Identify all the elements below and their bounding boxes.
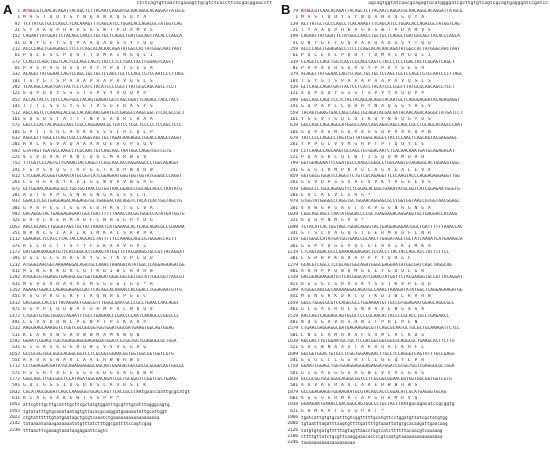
position-number: 1652 (9, 351, 20, 357)
panel-a-sequence (0, 9, 274, 434)
position-number: 281 (290, 192, 298, 198)
position-number: 321 (12, 218, 20, 224)
sequence-text: G R M K P T G S G P A T * (301, 408, 385, 414)
position-number: 141 (12, 104, 20, 110)
position-number: 61 (14, 53, 20, 59)
position-number: 101 (12, 78, 20, 84)
sequence-text: GCCGGAGAAGGTGGAAGAATGCGTACAGCACCCGGACATCGCATGAGGGTGCAG (301, 389, 447, 395)
sequence-text: A R R P P Q W Q M G E E Y G D Q L G R (301, 269, 425, 275)
position-number: 799 (290, 161, 298, 167)
sequence-text: GGACCCCGCTGAGGAGACAGGAGGTGCTGAGGACCACAGGTCTACATCACTGGTAGCTG (23, 199, 182, 205)
position-number: 341 (290, 231, 298, 237)
sequence-text: Y P P G L V V M G R P T P T Q Q Y E E (301, 142, 425, 148)
position-number: 1339 (287, 275, 298, 281)
position-number: 201 (12, 142, 20, 148)
position-number: 571 (12, 370, 20, 376)
sequence-text: ACAGGTTATGGAACCAGTCCAGCTGCTGCTCCAGCTGCTCCAGCTGTCCAATCCCTTAGC (23, 72, 185, 78)
sequence-text: M G N G K K D R C Q T K D I W L R R R W (301, 294, 432, 300)
position-number: 601 (290, 395, 298, 401)
position-number: 932 (12, 199, 20, 205)
position-number: 21 (14, 28, 20, 34)
position-number: 692 (12, 148, 20, 154)
sequence-text: GGTGGCGTGGATCCAGGTTCTGTCGCAGAGGTTCCCAAGTACCCAGGAGAGGAGGTTGG (301, 173, 460, 179)
nucleotide-sequence (301, 440, 550, 446)
position-number: 101 (290, 78, 298, 84)
position-number: 1639 (287, 338, 298, 344)
position-number: 301 (290, 205, 298, 211)
position-number: 1112 (9, 237, 20, 243)
panel-a-5utr: ctctcagtgttaactcgaaagttgcgtctcaccttcacgacggaacctt (136, 1, 272, 6)
position-number: 812 (12, 173, 20, 179)
position-number: 259 (290, 47, 298, 53)
position-number: 1 (17, 15, 20, 21)
position-number: 919 (290, 186, 298, 192)
sequence-text: CAGAATTATGGATTCTATGGCCAACCTGCTGCTCAGGCTGATGGCAGTTACACCCAGCA (301, 34, 460, 40)
position-number: 461 (290, 307, 298, 313)
sequence-text: GGCCCCACTACAGGCCAGCTCGCCAGGAAACGCTCATCCTCGCTCCCCCTCCAGCTCCC (23, 123, 182, 129)
sequence-text: GCTCAGCCAGATGATTACTCCTCATCTACATCCCCGGTTTATGCGCAGCAGCCTCCT (301, 85, 455, 91)
position-number: 61 (292, 53, 298, 59)
position-number: 261 (290, 180, 298, 186)
sequence-text: GCCGCGGTGGCGGGCAGGGCGGTCCTCGCGGCGGAACGGTGGTGGCGGTGGTCGTG (301, 376, 452, 382)
position-number: 1159 (287, 237, 298, 243)
sequence-text: GGCCAGCCAGCAGGCATGGGCCAACCAGCAGGCAGCCAGCCGCCTGCAGCACAGCCCAAT (301, 123, 463, 129)
position-number: 431 (12, 281, 20, 287)
sequence-text: L G V V D Q N L P E N P T P I K A R P (23, 319, 147, 325)
sequence-text: GACAGGGTACTGAGGAGAGAATGGCTGATTTTTTAAACCACGGTGGGCCATATGATGGTG (23, 212, 185, 217)
position-number: 501 (290, 332, 298, 338)
position-number: 272 (12, 59, 20, 65)
sequence-text: ACTTATGCTGCCCAGCCTCACAAAGTTTCAGCATCCTGGACACCAGACGCTATGGTCAG (301, 21, 460, 27)
sequence-text: P A P A G H S Q P V Y P P D Y S E S A (301, 66, 425, 72)
position-number: 452 (12, 97, 20, 103)
position-number: 1966 (287, 415, 298, 420)
position-number: 679 (290, 135, 298, 141)
sequence-text: P Q A S K C Q L W T I S Q Q M M Q R H (301, 154, 425, 160)
sequence-text: T Y A A Q P H K V S A S W T P D A M V S (301, 28, 432, 34)
sequence-text: L N E E A M R R A F S A M L R C K D S (301, 332, 425, 338)
sequence-text: GCGTCAACACAGATTACAGCTCTTACAATCAGGATGCAACAGGCACAGGATTATGCG (31, 9, 185, 14)
position-number: 1 (295, 15, 298, 21)
position-number: 1459 (287, 300, 298, 306)
sequence-text: AGCGACTTGTGGAATGCTGCTTCGACGGCGGCGGCGCAGGCGCTGAAGCACTTCTTG (301, 338, 455, 344)
panel-b-label: B (281, 2, 291, 17)
sequence-text: tgtatatttgtgcaaataatagtgttacacgcaaggatgaaaaatattgcattggt (23, 408, 167, 414)
sequence-text: ACCACTACTCTATCCAGTGGCTACAGTGAGACGGTCAGCGGATTCAGAGCTAGCTACT (23, 97, 180, 103)
sequence-text: TTTGGTCCCAGTGTTCAAAGTACCAGGTTCGGCAGCACCAGGAGGCCCTGGCAGAGGT (23, 161, 180, 167)
sequence-text: GGCCAGCCAGCTCCTCTACTACAGCACAGGTACAATGCTCAGGGAGGATACAGAGAGGT (301, 97, 460, 103)
position-number: 611 (12, 395, 20, 401)
sequence-text: TACAGTGAAGTGACCAGCCAGCTGCAGATACGACAATACAACAGACAGGGCTATGATTCT (301, 110, 463, 116)
sequence-text: AACCGCAACTTGGGATAGCTGCTATTAAAATCATGAAAGCACTCAGCAGACGCCCGAAAA (23, 224, 185, 230)
sequence-text: N R N L G I A A I K I M K A L S R R P K (23, 231, 154, 237)
position-number: 1279 (287, 262, 298, 268)
sequence-text: G I G A G G G G R G W I V V V E G A G (23, 345, 147, 351)
position-number: 2186 (287, 434, 298, 440)
sequence-text: G G G L C L G G R T C L Q G Q Y L P R (301, 357, 425, 363)
position-number: 521 (290, 345, 298, 351)
position-number: 541 (290, 357, 298, 363)
sequence-text: Y S E V T S Q L Q I R Q Y N R Q G Y D S (301, 116, 432, 122)
sequence-text: A G T G A P G G N R G N G A G S S L I (23, 192, 147, 198)
sequence-text: G P R P E E T G G A E D H R S T S L V A (23, 205, 154, 211)
sequence-text: TATCCCCCAGGCCTAGTCGTTATGGGCAGGCCTACTCCAACTCAGCAGTACGAGGAGC (301, 135, 458, 141)
position-number: 181 (290, 129, 298, 135)
position-number: 379 (290, 72, 298, 78)
panel-b-5utr: agcagtggtatcaacgcagagtacatggggatcgcttgtgtcagtcgcagtgagggatccgatcc (368, 1, 548, 6)
sequence-text: attcgtttgcttgcatttgcttcgctatgtggatttgcgtttgcatttagggcagtg (23, 402, 170, 408)
nucleotide-sequence (23, 428, 274, 434)
sequence-text: G G V D P G S V A E V P K Y P G E E V G (301, 180, 432, 186)
sequence-text: GGAATCGGAGCTGGTGGAGGAGGGAGAGGATGGATCGTGGTGGTCGAGGGCGCTGGA (301, 364, 455, 370)
position-number: 221 (290, 154, 298, 160)
sequence-text: D R V L R E R M A D F L N H G G P Y D G (23, 218, 154, 224)
start-codon: ATG (301, 9, 310, 14)
position-number: 212 (12, 47, 20, 53)
sequence-text: GACGGGCCACCGTTACAGGACTGGGCGTTTGGGCGAATGCCCGCCTGAACCAACAGGT (23, 300, 180, 306)
sequence-text: M A S T Q D Y S Y N Q A N A Q G Q Y A (23, 15, 147, 21)
position-number: 2246 (287, 440, 298, 446)
sequence-text: GCTGGAACAGGAGCGCCTGGTGGTAACCGTGGTAACGGAGCCGGCAGCAGCCTAATATG (23, 186, 182, 192)
position-number: 1412 (9, 300, 20, 306)
sequence-text: ATGGGCAACGGTAAAAAGGACAGATGCCAAACTAAAGATATATGGCTCAGGAGAAGATGG (301, 288, 463, 294)
position-number: 421 (290, 281, 298, 287)
sequence-text: GGAGAGCTCCACCTTACTACCAGCACCTATTTTTCCAAAGCAGCCGTGGGACCACTT (23, 237, 177, 243)
panel-b-sequence (278, 9, 550, 447)
sequence-text: tataaaataaaagaaaaaatatgtttatctttggcgattttccagtcgag (23, 421, 152, 427)
position-number: 1519 (287, 313, 298, 319)
position-number: 141 (290, 104, 298, 110)
position-number: 2236 (9, 427, 20, 433)
sequence-text: ACAGGTTATGGAACCAGTCCAGCTGCTGCTCCAGCTGCTCCAGCTGTCCAATCCCTTAGC (301, 72, 463, 78)
position-number: 512 (12, 110, 20, 116)
sequence-text: S T S L V A G Q G T E E R M A D F L N H (301, 231, 432, 237)
position-number: 872 (12, 186, 20, 192)
position-number: 81 (14, 66, 20, 72)
position-number: 361 (290, 243, 298, 249)
position-number: 261 (12, 180, 20, 186)
sequence-text: T G Y G T S P A A A P A A P A V Q S L S (301, 78, 432, 84)
position-number: 561 (290, 370, 298, 376)
sequence-text: CTCGGACACGGGTGAAATATGCGGTCATCGGAGAATGGGTGGTGGTATGGGGCCCAGGT (23, 173, 182, 179)
sequence-text: ACCCCAGCTGGAGAGCCTTCCTCAGCACACAACAGATATGGCCATTATGGGCAACTAAT (23, 47, 182, 53)
sequence-text: tgtaatttagatttaagtgttttgattttgtaaattatgtgcacaagattgaacaag (301, 421, 448, 427)
position-number: 321 (290, 218, 298, 224)
sequence-text: L S R R P K R R A P P Y Y Q H L F (301, 256, 412, 262)
position-number: 301 (12, 205, 20, 211)
position-number: 1772 (9, 376, 20, 382)
sequence-text: G G P Y D G E P Q L G I A A I K I M K A (301, 243, 432, 249)
position-number: 2142 (9, 421, 20, 427)
sequence-text: GCACGTCGGCCTCCGCAGTGGCAGATGGGCGAGGAATATGGCGATCAGCTAGGCAG (301, 262, 452, 268)
panel-b (278, 0, 550, 468)
sequence-text: F G P S V Q S T R F G S T R R P W Q R W (23, 167, 154, 173)
sequence-text: K E A K V W S R R W W M A M K W Q W (23, 332, 141, 338)
position-number: 1232 (9, 262, 20, 268)
position-number: 551 (12, 357, 20, 363)
position-number: 491 (12, 319, 20, 325)
position-number: 332 (12, 72, 20, 78)
position-number: 1172 (9, 250, 20, 256)
sequence-text: tgatcattgtgtgcatttgtcggtttttgcatgttcctggatgttatcgctatgtgg (301, 415, 448, 420)
position-number: 979 (290, 199, 298, 205)
position-number: 1712 (9, 364, 20, 370)
sequence-text: AGAAGTGGACCCAGAGGAGAGCGATTCACAGCACAAAACCACGGACCTGGAGAATGTTG (23, 288, 182, 294)
sequence-text: G I G A G G G G R G W I V V V E G A G (301, 370, 425, 376)
position-number: 241 (290, 167, 298, 173)
position-number: 619 (290, 123, 298, 129)
position-number: 859 (290, 173, 298, 179)
position-number: 1699 (287, 351, 298, 357)
position-number: 2022 (9, 415, 20, 420)
position-number: 371 (12, 243, 20, 249)
sequence-text: CCAGCTCCAGCTGGTCACTCGCAGCCAGTCTACCCTCCTGACTACTCGGAGTCAGCT (301, 59, 455, 65)
sequence-text: TCACAGCCAGATGATTACTCCTCATCTACATCCCCGGTTTATGCGCAGCAGCCTCCT (23, 85, 177, 91)
sequence-text: V I V D A K P R N C Q Q L M A R W S V (23, 154, 147, 160)
sequence-text: P Q L E S L P Q H T T D M A I M G Q L I (301, 53, 432, 59)
position-number: 401 (290, 269, 298, 275)
position-number: 392 (12, 85, 20, 91)
sequence-text: G Q P A P L L Q H R Y N A Q G G Y R E V (301, 104, 432, 110)
sequence-text: GATGGAGAAGGATGTTCACGGGCATCGAAGTATGGTTCTACGAAGGTGCCGTTACAGGAT (23, 250, 185, 256)
position-number: 351 (12, 231, 20, 237)
position-number: 1532 (9, 326, 20, 332)
sequence-text: GCCGCGGTGGCGGGCAGGGCGGTCCTCGCGGCGGAACGGTGGTGGCGGTGGTCGTG (23, 351, 174, 357)
sequence-text: AGGCGTTTGGCCTCAGTCGCCCAGGCAGCTGCTAGACAAGAGGCTGGACCAAGCCAGGT (23, 135, 182, 141)
position-number: 739 (290, 148, 298, 154)
position-number: 499 (290, 97, 298, 103)
sequence-text: P A S P A G H S Q P V Y P P D Y S E S A (23, 66, 154, 72)
position-number: 471 (12, 307, 20, 313)
position-number: 2066 (287, 421, 298, 427)
position-number: 621 (290, 408, 298, 414)
sequence-text: R S G P R G E R F T A Q N H G P G E C (23, 294, 147, 300)
panel-a-label: A (3, 2, 13, 17)
position-number: 121 (290, 91, 298, 97)
sequence-text: GCGTCAACACAGATTACAGCTCTTACAATCAGGATGCAACAGGCACAGGATTATGCG (309, 9, 463, 14)
sequence-text: taaaaaaaaaaaaaaaaaaaa (301, 440, 355, 446)
utr-row (0, 428, 274, 434)
position-number: 591 (12, 383, 20, 389)
sequence-text: M G V E V R A V V E M G G G G I G G * R (23, 281, 154, 287)
position-number: 181 (12, 129, 20, 135)
utr-row (278, 440, 550, 446)
position-number: 41 (292, 40, 298, 46)
sequence-text: D G E G C S R A S K Y G S T K V P L Q D (23, 256, 154, 262)
sequence-text: R Q Q P N M G P R * (301, 218, 365, 224)
position-number: 241 (12, 167, 20, 173)
position-number: 2126 (287, 427, 298, 433)
position-number: 1052 (9, 224, 20, 230)
position-number: 152 (12, 34, 20, 40)
sequence-text: ACCCCAGCTGGAGAGCCTTCCTCAGCACACAACAGATATGGCCATTATGGGCAACTAAT (301, 47, 460, 53)
sequence-text: GTGGTATGGGGCCCAGGTGCTGGAACAGGAGCGCCTGGTGGTAACCGTGGTAACGGAGC (301, 199, 460, 205)
position-number: 632 (12, 135, 20, 141)
sequence-text: S D L W N A A S T A A A Q A L K H F L (301, 345, 425, 351)
position-number: 1 (17, 9, 20, 14)
sequence-text: G L G A S R R L E N V A V E N G A G A (301, 307, 425, 313)
sequence-text: S Q P D D Y S S S T S P V Y A Q Q P P (23, 91, 147, 97)
sequence-text: M G N G K K D R C Q T K D I W L R R R W (23, 269, 154, 275)
sequence-text: AGCCAGTCTCAAAGCACCGCCACAACAACGAATGTCGAGGCCAAGCGGCTTCACGCCGCT (23, 110, 185, 116)
sequence-text: G P T T G Q L A R K R S S S L P L Q L P (23, 129, 154, 135)
sequence-text: GGCGGTGGACTGTGCCTCGGTGGAAGAACTTGCCTCCAGGGTCAGTATTTGCCGAGG (301, 351, 455, 357)
sequence-text: Q N Y G F Y G Q P A A Q A D G S Y T Q Q (301, 40, 432, 46)
position-number: 281 (12, 192, 20, 198)
sequence-text: tttaacttcgaaagtaaataagagaattcagtc (23, 427, 108, 433)
sequence-text: tatgtgtgatgtttttagtagttaacctagtcatcttttttacaacgtcaaaaag (301, 427, 443, 433)
sequence-text: GGAATCGGAGCTGGTGGAGGAGGGAGAGGATGGATCGTGGTGGTCGAGGGCGCTGGA (23, 338, 177, 344)
sequence-text: G Q L G G S I D G D R S L R V R S L K (23, 383, 147, 389)
sequence-text: R I A G S A K G W T S S P P * (23, 395, 120, 401)
sequence-text: TCTTATGCTGCCCAGCCTCACAAAGTTTCAGCATCCTGGACACCAGACGCTATGGTCAG (23, 21, 182, 27)
sequence-text: GGTGGAGGAATTCGGATGCCCAAGCCGGGCCTGGCAGGCGTAGAGGCACTGGAGGTGGC (301, 161, 460, 167)
sequence-text: D G P P L Q D W A F G R M P A L N Q Q V (23, 307, 154, 313)
sequence-text: cttttgttatctgcgttcaaggaaacaccccgtcaatgtaaaaaaaaaaaaaaaa (301, 434, 443, 440)
position-number: 439 (290, 85, 298, 91)
position-number: 391 (12, 256, 20, 262)
sequence-text: A A V A G R A V L A A E R W W R W S (301, 383, 419, 389)
sequence-text: S Q S Q S T A T T T N V E A K R L H A A (23, 116, 154, 122)
sequence-text: T T T L S S G Y S E T V S G F R A S Y S (23, 104, 154, 110)
position-number: 199 (290, 34, 298, 40)
sequence-text: Q N Y G F Y S Q P A A Q A D G S Y T Q Q (23, 40, 154, 46)
start-codon: ATG (23, 9, 32, 14)
position-number: 992 (12, 212, 20, 217)
sequence-text: P G G R Y A E E G G S G D G G A G Q W R (23, 370, 154, 376)
sequence-text: S Y A A Q P H K V S A S W T P D A M V S (23, 28, 154, 34)
position-number: 1759 (287, 364, 298, 370)
position-number: 1219 (287, 250, 298, 256)
position-number: 21 (292, 28, 298, 34)
position-number: 572 (12, 123, 20, 129)
sequence-text: R R L A S V A Q A A A R Q E A G P S Q V (23, 142, 154, 148)
sequence-text: G Q P A G M G Q P A G S Q P P A A Q P N (301, 129, 432, 135)
sequence-text: ctgtattttttgtatgaatagctgcgtcaaatctgaaaaaaaaaaaaaaaaaa (23, 415, 160, 420)
position-number: 581 (290, 383, 298, 389)
position-number: 1955 (9, 408, 20, 414)
position-number: 1579 (287, 326, 298, 332)
position-number: 161 (12, 116, 20, 122)
position-number: 92 (14, 21, 20, 27)
sequence-text: GGCCTGGGCGCGTCCAGGCGCCTGGAAAATGTTGCCGTGGAGAATGGAGCAGGCGCC (301, 300, 455, 306)
sequence-text: AAGGAAGCAAAGGTCTGGTCGCGGCGGTGGTGGATGGCGATGAAGTGGCAGTGGAG (23, 326, 174, 332)
position-number: 451 (12, 294, 20, 300)
sequence-text: R E L H L T T S T Y F S K A A V G P L (23, 243, 147, 249)
sequence-text: ATGGGCGTGGAGGTGAGGGCGGTGGTGGAGATGGGCGGCGGTGGTATTGGCGGTTAGCGT (23, 275, 185, 281)
sequence-text: A A V A G R A V L A A E R W W R W S (23, 357, 141, 363)
sequence-text: CTGAACGAGGAGGCGATGAGAAGAGCGTTCAGCGCAATGCTGCGCTGCAAAGATTCTCC (301, 326, 460, 332)
sequence-text: CCTGGAGGACGATATGCAGAGGAGGGCGGCAGTGGAGACGGCGGCGCGGGGCAGTGGCGC (23, 364, 185, 370)
sequence-text: GGAAGAATGAAACCGACGGGCAGTGGCCCTGCTACTTAAtgacagacatccgcggtg (301, 402, 455, 408)
sequence-text: CGCATAGCGGGATCAGCCAAGGGGTGGACCAGTTCACCGCCTAAtgaaccaattgcgcatgt (23, 389, 190, 395)
position-number: 1292 (9, 275, 20, 281)
position-number: 201 (290, 142, 298, 148)
sequence-text: T G Y G T S P A A A P A A P A V Q S L S (23, 78, 154, 84)
position-number: 1832 (9, 389, 20, 395)
sequence-text: GAGGCCCTGGCAGAGGTTCTCGGACACGGGTGAAATATGCGGTCATCGGAGAATGGGTG (301, 186, 460, 192)
sequence-text: CTGGGTGTGGTGGACCAGAATTTGCCTGAGAACCCGACCCCAATCAAAGCCCGGCCCC (23, 313, 180, 319)
position-number: 81 (292, 66, 298, 72)
sequence-text: CCAGTCCAGCTGGTCACTCGCAGCCAGTCTACCCTCCTGACTACTCGGAGTCAGCT (23, 59, 174, 65)
position-number: 411 (12, 269, 20, 275)
sequence-text: CGGCAGCAGCCTAATATGGGACCCCGCTGAGGAGACAGGAGGTGCTGAGGACCACAGG (301, 212, 458, 217)
sequence-text: CCTCAAGCCAGCAAGTGCCAGCTGTGGACAATCTCACAACAAATGATGCAGAGACAT (301, 148, 455, 154)
position-number: 1039 (287, 212, 298, 217)
sequence-text: N Q S G A V R S R N I T P H L P E N (301, 319, 419, 325)
position-number: 221 (12, 154, 20, 160)
position-number: 1592 (9, 338, 20, 344)
position-number: 1472 (9, 313, 20, 319)
position-number: 121 (12, 91, 20, 97)
position-number: 511 (12, 332, 20, 338)
sequence-text: E A L A E V L G H G * (301, 192, 372, 198)
panel-a (0, 0, 274, 468)
position-number: 1352 (9, 288, 20, 294)
sequence-text: D G E G C S R A S K Y G S T K V P L Q D (301, 281, 432, 287)
position-number: 1879 (287, 389, 298, 395)
sequence-text: GACGGAGAAGGATGTTCACGGGCATCGAAGTATGGTTCTACGAAGGTGCCGTTACAGGAT (301, 275, 463, 281)
sequence-text: CAGAATTATGGATTCTACAGCCAACCTGCTGCTCAGGCTGATGGCAGTTACACCCAGCA (23, 34, 182, 40)
sequence-text: A Q P D D Y S S S T S P V Y A Q Q P P (301, 91, 425, 97)
position-number: 1939 (287, 402, 298, 408)
position-number: 139 (290, 21, 298, 27)
position-number: 1399 (287, 288, 298, 294)
position-number: 41 (14, 40, 20, 46)
sequence-text: CTCAGCAGACGCCCGAAAAGGAGAGCTCCACCTTACTACCAGCACCTATTTTTCC (301, 250, 450, 256)
position-number: 481 (290, 319, 298, 325)
sequence-text: GTATAGTTGATGCCAAGCCTCGCAACTGTCAGCAGCTAATGGCCAGGTGGTCGTG (23, 148, 172, 154)
sequence-text: V V W G P G A G T G A P G G N R G N G A (301, 205, 432, 211)
sequence-text: TCTACATCACTGGTAGCTGGACAGGGTACTGAGGAGAGAATGGCTGATTTTTTAAACCAC (301, 224, 463, 230)
position-number: 441 (290, 294, 298, 300)
sequence-text: M A S T Q D Y S Y N Q A N A Q G Q Y A (301, 15, 425, 21)
sequence-text: A G E G G R M R T A P G H R M R V Q (301, 395, 419, 401)
sequence-text: AACCAGTCAGGAGCAGTGCGCTCCCGCAACATTACCCCGCACCTGCCTGAGAACC (301, 313, 450, 319)
sequence-text: GGTGGGCCATATGATGGTGAACCGCAACTTGGGATAGCTGCTATTAAAATCATGAAAGCA (301, 237, 463, 243)
sequence-text: L G H G V K Y A V I G E W V V V W G P G (23, 180, 154, 186)
sequence-text: P Q L E S L P Q H T T D M A I M G Q L I (23, 53, 154, 59)
position-number: 531 (12, 345, 20, 351)
position-number: 752 (12, 161, 20, 167)
position-number: 319 (290, 59, 298, 65)
position-number: 1099 (287, 224, 298, 230)
position-number: 559 (290, 110, 298, 116)
position-number: 1852 (9, 402, 20, 408)
position-number: 161 (290, 116, 298, 122)
position-number: 381 (290, 256, 298, 262)
sequence-text: G G G I R M P K P G L A G V E A L E V A (301, 167, 432, 173)
position-number: 1819 (287, 376, 298, 382)
position-number: 79 (292, 9, 298, 14)
sequence-text: ATGGGCAACGGTAAAAAGGACAGATGCCAAACTAAAGATATATGGCTCAGGAGAAGATGG (23, 262, 185, 268)
sequence-text: GGGCAGCTTGGCGGCTCCATAGATGGCGACAGATCGCTGCGGGTTCGGTCGCTGAAG (23, 376, 177, 382)
